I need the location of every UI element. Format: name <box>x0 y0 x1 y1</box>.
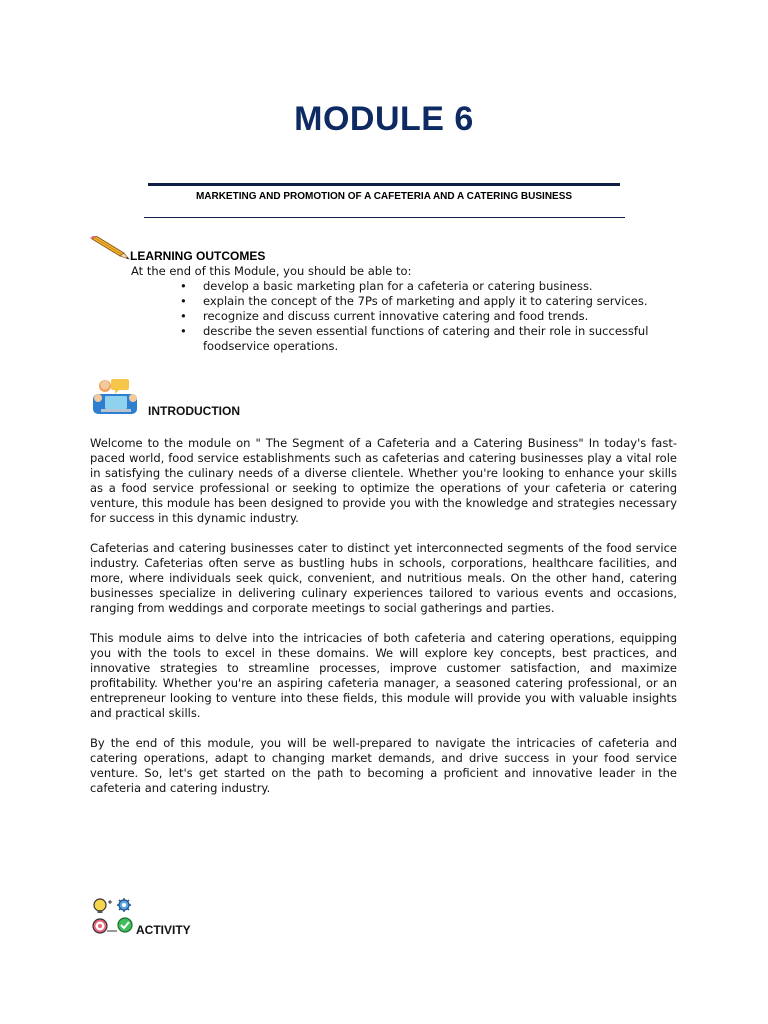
introduction-body <box>90 436 677 811</box>
bullet: • <box>180 294 187 308</box>
activity-heading: ACTIVITY <box>136 923 191 937</box>
paragraph: By the end of this module, you will be well-prepared to navigate the intricacies of cafeteria and catering operations, adapt to changing market demands, and drive success in your food service venture. So, let's get started on the path to becoming a proficient and innovative leader in the cafeteria and catering industry. <box>90 736 677 795</box>
introduction-heading: INTRODUCTION <box>148 404 240 418</box>
list-item <box>180 294 680 309</box>
learning-outcomes-heading: LEARNING OUTCOMES <box>130 249 266 263</box>
learning-outcomes-list <box>180 279 680 354</box>
list-item-text: explain the concept of the 7Ps of marketing and apply it to catering services. <box>203 294 648 308</box>
paragraph: This module aims to delve into the intricacies of both cafeteria and catering operations, equipping you with the tools to excel in these domains. We will explore key concepts, best practices, and innovative strategies to streamline processes, improve customer satisfaction, and maximize profitability. Whether you're an aspiring cafeteria manager, a seasoned catering professional, or an entrepreneur looking to venture into these fields, this module will provide you with valuable insights and practical skills. <box>90 631 677 720</box>
module-subtitle: MARKETING AND PROMOTION OF A CAFETERIA AND A CATERING BUSINESS <box>195 191 573 202</box>
people-discussion-icon <box>91 376 139 416</box>
ideas-target-icon <box>90 896 136 936</box>
list-item <box>180 279 680 294</box>
paragraph: Cafeterias and catering businesses cater to distinct yet interconnected segments of the food service industry. Cafeterias often serve as bustling hubs in schools, corporations, healthcare facilities, and more, where individuals seek quick, convenient, and nutritious meals. On the other hand, catering businesses specialize in delivering culinary experiences tailored to various events and occasions, ranging from weddings and corporate meetings to social gatherings and parties. <box>90 541 677 615</box>
module-title: MODULE 6 <box>294 100 474 138</box>
paragraph: Welcome to the module on " The Segment of a Cafeteria and a Catering Business" In today's fast-paced world, food service establishments such as cafeterias and catering businesses play a vital role in satisfying the culinary needs of a diverse clientele. Whether you're looking to enhance your skills as a food service professional or seeking to optimize the operations of your cafeteria or catering venture, this module has been designed to provide you with the knowledge and strategies necessary for success in this dynamic industry. <box>90 436 677 525</box>
list-item <box>180 309 680 324</box>
list-item-text: develop a basic marketing plan for a cafeteria or catering business. <box>203 279 593 293</box>
list-item-text: describe the seven essential functions of catering and their role in successful foodservice operations. <box>203 324 649 353</box>
title-divider-bottom <box>144 217 625 218</box>
list-item <box>180 324 680 354</box>
pencil-icon <box>90 236 132 260</box>
title-divider-top <box>148 183 620 186</box>
learning-outcomes-intro: At the end of this Module, you should be able to: <box>131 264 412 278</box>
list-item-text: recognize and discuss current innovative catering and food trends. <box>203 309 589 323</box>
bullet: • <box>180 279 187 293</box>
bullet: • <box>180 309 187 323</box>
bullet: • <box>180 324 187 338</box>
